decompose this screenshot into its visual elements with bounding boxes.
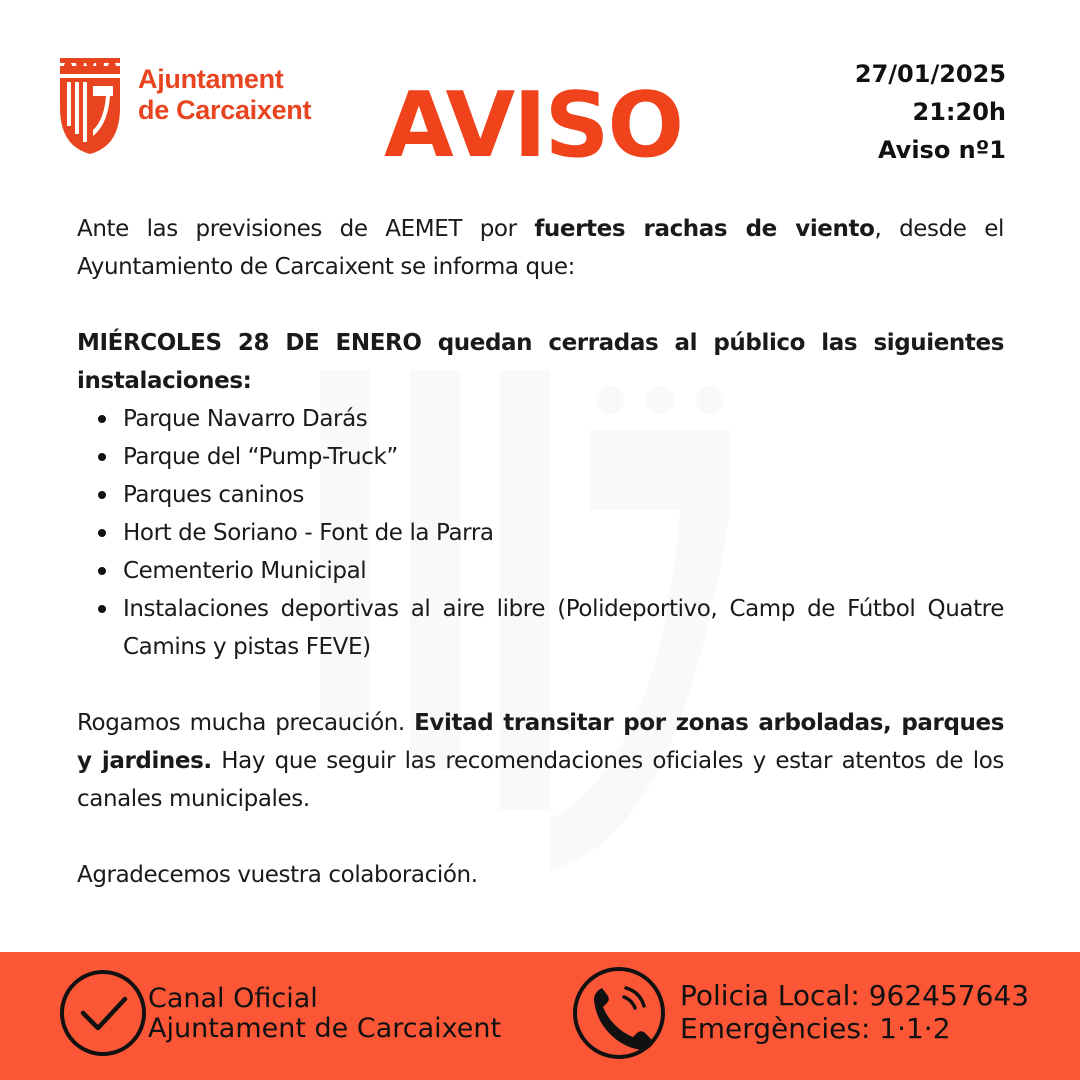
phone-icon bbox=[572, 966, 666, 1060]
facilities-list bbox=[77, 400, 1004, 666]
caution-highlight: Evitad transitar por zonas arboladas, parques y jardines. bbox=[77, 710, 1004, 774]
thanks-paragraph: Agradecemos vuestra colaboración. bbox=[77, 862, 478, 888]
list-item: Parques caninos bbox=[77, 476, 1004, 514]
footer bbox=[0, 952, 1080, 1080]
official-channel-line-2: Ajuntament de Carcaixent bbox=[148, 1013, 502, 1044]
list-item: Parque del “Pump-Truck” bbox=[77, 438, 1004, 476]
list-item: Parque Navarro Darás bbox=[77, 400, 1004, 438]
list-item: Cementerio Municipal bbox=[77, 552, 1004, 590]
notice-date: 27/01/2025 bbox=[854, 60, 1006, 88]
notice-body bbox=[77, 210, 1004, 894]
ajuntament-logo bbox=[58, 58, 348, 158]
carcaixent-crest-icon bbox=[58, 58, 122, 156]
notice-meta bbox=[855, 55, 1006, 169]
logo-line-1: Ajuntament bbox=[138, 64, 284, 94]
notice-title: AVISO bbox=[384, 73, 683, 178]
notice-number: Aviso nº1 bbox=[877, 136, 1006, 164]
emergency-number: Emergències: 1·1·2 bbox=[680, 1012, 951, 1045]
closure-heading: MIÉRCOLES 28 DE ENERO quedan cerradas al público las siguientes instalaciones: bbox=[77, 330, 1004, 394]
notice-time: 21:20h bbox=[912, 98, 1006, 126]
check-circle-icon bbox=[58, 968, 148, 1058]
local-police-phone: Policia Local: 962457643 bbox=[680, 979, 1030, 1012]
list-item: Hort de Soriano - Font de la Parra bbox=[77, 514, 1004, 552]
caution-paragraph: Rogamos mucha precaución. Evitad transitar por zonas arboladas, parques y jardines. Hay que seguir las recomendaciones oficiales y estar atentos de los canales municipales. bbox=[77, 710, 1004, 812]
logo-line-2: de Carcaixent bbox=[138, 95, 312, 125]
official-channel-line-1: Canal Oficial bbox=[148, 983, 318, 1014]
header bbox=[0, 0, 1080, 190]
emergency-contacts bbox=[680, 979, 1029, 1045]
intro-paragraph: Ante las previsiones de AEMET por fuertes rachas de viento, desde el Ayuntamiento de Carcaixent se informa que: bbox=[77, 216, 1004, 280]
official-channel-text bbox=[148, 984, 501, 1044]
list-item: Instalaciones deportivas al aire libre (Polideportivo, Camp de Fútbol Quatre Camins y pistas FEVE) bbox=[77, 590, 1004, 666]
wind-warning-highlight: fuertes rachas de viento bbox=[534, 216, 875, 242]
